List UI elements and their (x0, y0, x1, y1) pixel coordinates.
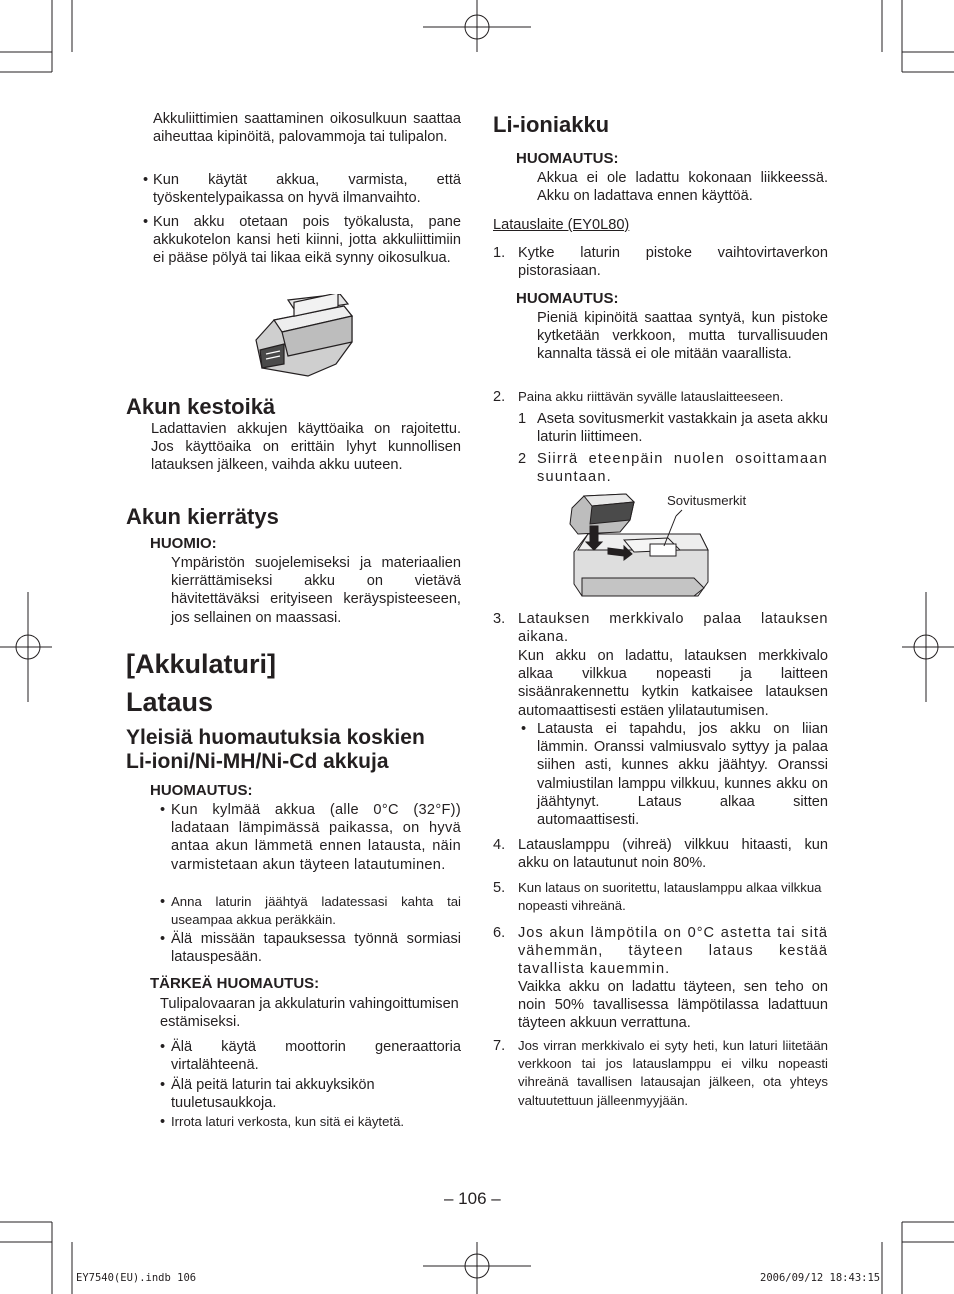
step-number: 6. (493, 925, 506, 941)
fingers-note: Älä missään tapauksessa työnnä sormiasi latauspesään. (171, 931, 461, 966)
not-fully-charged-note: Akkua ei ole ladattu kokonaan liikkeessä. Akku on ladattava ennen käyttöä. (537, 170, 828, 205)
step-number: 3. (493, 611, 506, 627)
step-3-detail: Kun akku on ladattu, latauksen merkkivalo alkaa vilkkua nopeasti ja laitteen sisäänrakennettu kytkin katkaisee latauksen automaattisesti estäen ylilatautumisen. (518, 648, 828, 719)
step-4-text: Latauslamppu (vihreä) vilkkuu hitaasti, kun akku on latautunut noin 80%. (518, 837, 828, 872)
charger-model-link[interactable]: Latauslaite (EY0L80) (493, 217, 630, 233)
bullet-mark: • (160, 1039, 166, 1055)
step-5-text: Kun lataus on suoritettu, latauslamppu alkaa vilkkua nopeasti vihreänä. (518, 880, 822, 914)
step-number: 2. (493, 389, 506, 405)
heading-li-ion-battery: Li-ioniakku (493, 112, 610, 137)
battery-cover-illustration (248, 294, 358, 384)
bullet-mark: • (143, 214, 149, 230)
generator-note: Älä käytä moottorin generaattoria virtalähteenä. (171, 1039, 461, 1074)
important-note-label: TÄRKEÄ HUOMAUTUS: (150, 975, 320, 992)
substep-number: 2 (518, 451, 527, 467)
step-1-text: Kytke laturin pistoke vaihtovirtaverkon pistorasiaan. (518, 245, 828, 280)
bullet-mark: • (160, 802, 166, 818)
step-2-text: Paina akku riittävän syvälle latauslaitteeseen. (518, 389, 784, 404)
sparks-note: Pieniä kipinöitä saattaa syntyä, kun pistoke kytketään verkkoon, mutta turvallisuuden kannalta tässä ei ole mitään vaarallista. (537, 310, 828, 363)
step-number: 5. (493, 880, 506, 896)
ventilation-note: Kun käytät akkua, varmista, että työskentelypaikassa on hyvä ilmanvaihto. (153, 172, 461, 207)
recycling-text: Ympäristön suojelemiseksi ja materiaalien kierrättämiseksi akku on vietävä hävitettäväksi erityiseen keräyspisteeseen, jos sellainen on maassasi. (171, 555, 461, 626)
heading-battery-recycling: Akun kierrätys (126, 504, 279, 529)
heading-charger: [Akkulaturi] (126, 649, 277, 679)
substep-2-text: Siirrä eteenpäin nuolen osoittamaan suuntaan. (537, 451, 828, 486)
footer-file-name: EY7540(EU).indb 106 (76, 1272, 197, 1284)
cool-charger-note: Anna laturin jäähtyä ladatessasi kahta tai useampaa akkua peräkkäin. (171, 894, 461, 928)
step-number: 4. (493, 837, 506, 853)
unplug-note: Irrota laturi verkosta, kun sitä ei käytetä. (171, 1114, 405, 1129)
bullet-mark: • (160, 894, 166, 910)
note-label: HUOMAUTUS: (516, 150, 619, 167)
short-circuit-warning: Akkuliittimien saattaminen oikosulkuun saattaa aiheuttaa kipinöitä, palovammoja tai tulipalon. (153, 111, 461, 146)
heading-general-notes-line2: Li-ioni/Ni-MH/Ni-Cd akkuja (126, 750, 389, 773)
battery-lifetime-text: Ladattavien akkujen käyttöaika on rajoitettu. Jos käyttöaika on erittäin lyhyt kunnollisen latauksen jälkeen, vaihda akku uuteen. (151, 421, 461, 474)
substep-number: 1 (518, 411, 527, 427)
step-number: 1. (493, 245, 506, 261)
battery-too-warm-note: Latausta ei tapahdu, jos akku on liian lämmin. Oranssi valmiusvalo syttyy ja palaa siihen asti, kunnes akku jäähtyy. Oranssi valmiustilan lamppu vilkkuu, kunnes akku on jäähtynyt. Lataus alkaa sitten automaattisesti. (537, 721, 828, 829)
caution-label: HUOMIO: (150, 535, 217, 552)
bullet-mark: • (143, 172, 149, 188)
battery-cover-note: Kun akku otetaan pois työkalusta, pane akkukotelon kansi heti kiinni, jotta akkuliittimiin ei pääse pölyä tai likaa eikä synny oikosulkua. (153, 214, 461, 267)
step-3-text: Latauksen merkkivalo palaa latauksen aikana. (518, 611, 828, 646)
bullet-mark: • (160, 931, 166, 947)
bullet-mark: • (160, 1077, 166, 1093)
step-7-text: Jos virran merkkivalo ei syty heti, kun laturi liitetään verkkoon tai jos latauslamppu ei vilku nopeasti vihreänä tavallisen latausajan jälkeen, ota yhteys valtuutettuun jälleenmyyjään. (518, 1038, 828, 1108)
heading-battery-lifetime: Akun kestoikä (126, 394, 276, 419)
substep-1-text: Aseta sovitusmerkit vastakkain ja aseta akku laturin liittimeen. (537, 411, 828, 446)
page-number: – 106 – (444, 1189, 501, 1208)
heading-charging: Lataus (126, 687, 214, 717)
step-number: 7. (493, 1038, 506, 1054)
cold-battery-note: Kun kylmää akkua (alle 0°C (32°F)) ladataan lämpimässä paikassa, on hyvä antaa akun lämmetä ennen latausta, näin varmistetaan akun täyteen latautuminen. (171, 802, 461, 873)
footer-timestamp: 2006/09/12 18:43:15 (760, 1272, 881, 1284)
heading-general-notes-line1: Yleisiä huomautuksia koskien (126, 726, 425, 749)
bullet-mark: • (160, 1114, 166, 1130)
bullet-mark: • (521, 721, 527, 737)
note-label: HUOMAUTUS: (150, 782, 253, 799)
step-6-text: Jos akun lämpötila on 0°C astetta tai sitä vähemmän, täyteen lataus kestää tavallista kauemmin. (518, 925, 828, 978)
important-note-text: Tulipalovaaran ja akkulaturin vahingoittumisen estämiseksi. (160, 996, 459, 1031)
alignment-marks-label: Sovitusmerkit (667, 493, 747, 508)
vents-note: Älä peitä laturin tai akkuyksikön tuuletusaukkoja. (171, 1077, 375, 1112)
step-6-detail: Vaikka akku on ladattu täyteen, sen teho on noin 50% tavallisessa lämpötilassa ladattuun täyteen akkuun verrattuna. (518, 979, 828, 1032)
note-label: HUOMAUTUS: (516, 290, 619, 307)
